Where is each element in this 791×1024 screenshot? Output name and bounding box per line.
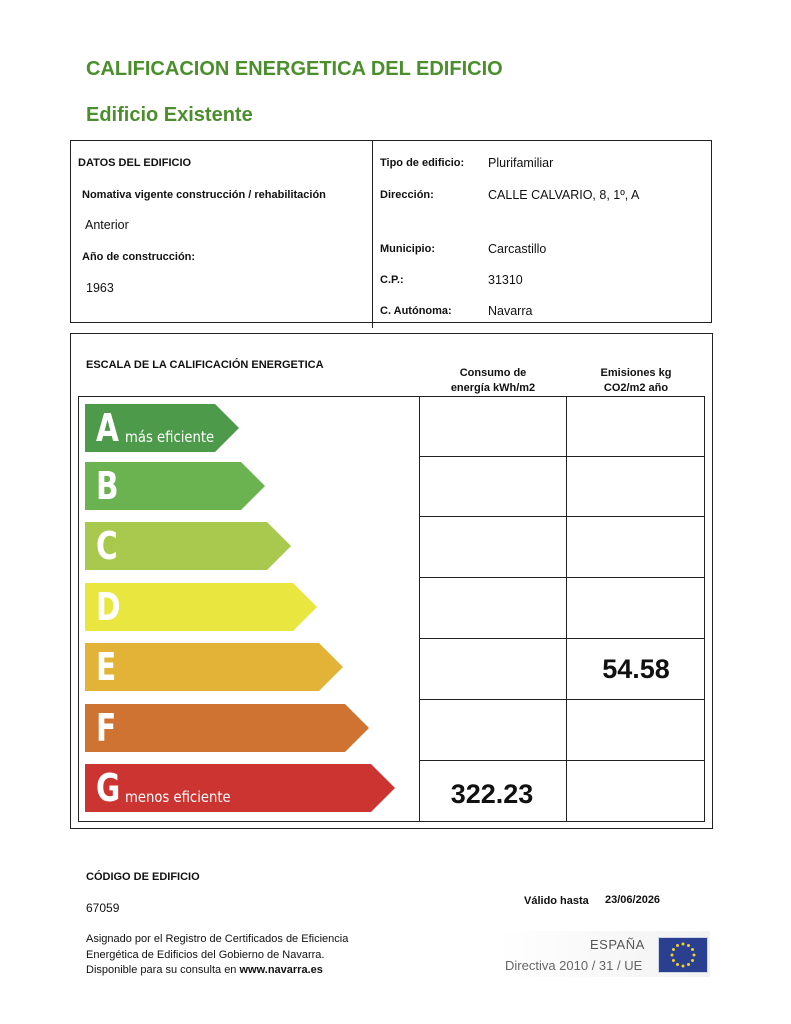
- rating-bar-f: [85, 704, 369, 752]
- eu-star: [682, 965, 685, 968]
- rating-bar-c: [85, 522, 291, 570]
- normativa-value: Anterior: [85, 218, 129, 232]
- rating-bar-text: más eficiente: [125, 428, 215, 446]
- directiva-label: Directiva 2010 / 31 / UE: [505, 958, 643, 973]
- codigo-label: CÓDIGO DE EDIFICIO: [86, 871, 200, 883]
- eu-star: [687, 963, 690, 966]
- grid-line: [419, 699, 705, 700]
- cp-label: C.P.:: [380, 274, 404, 286]
- cp-value: 31310: [488, 273, 523, 287]
- eu-star: [672, 959, 675, 962]
- eu-flag-icon: [658, 937, 708, 973]
- rating-letter: C: [96, 524, 118, 568]
- rating-bar-d: [85, 583, 317, 631]
- rating-bar-shape: [85, 704, 369, 752]
- anio-label: Año de construcción:: [82, 251, 196, 263]
- grid-line: [419, 638, 705, 639]
- rating-letter: D: [96, 585, 121, 629]
- direccion-value: CALLE CALVARIO, 8, 1º, A: [488, 188, 640, 202]
- page-title: CALIFICACION ENERGETICA DEL EDIFICIO: [86, 58, 503, 80]
- asignado-line3: Disponible para su consulta en: [86, 964, 237, 976]
- municipio-label: Municipio:: [380, 243, 435, 255]
- eu-star: [687, 944, 690, 947]
- municipio-value: Carcastillo: [488, 242, 547, 256]
- eu-star: [676, 963, 679, 966]
- grid-line: [419, 760, 705, 761]
- espana-label: ESPAÑA: [590, 937, 645, 952]
- consumo-header: [419, 366, 567, 396]
- tipo-value: Plurifamiliar: [488, 156, 554, 170]
- eu-star: [671, 954, 674, 957]
- rating-letter: A: [96, 406, 119, 450]
- codigo-value: 67059: [86, 901, 120, 915]
- eu-star: [672, 948, 675, 951]
- rating-bar-a: [85, 404, 239, 452]
- eu-star: [691, 959, 694, 962]
- eu-star: [676, 944, 679, 947]
- consumo-header-line1: Consumo de: [459, 367, 527, 379]
- grid-line: [566, 396, 567, 822]
- rating-letter: E: [96, 645, 117, 689]
- autonoma-value: Navarra: [488, 304, 533, 318]
- building-data-divider: [372, 140, 373, 328]
- rating-bar-text: menos eficiente: [125, 788, 231, 806]
- emisiones-header-line1: Emisiones kg: [600, 367, 672, 379]
- grid-line: [419, 577, 705, 578]
- asignado-line: [86, 963, 348, 979]
- rating-letter: F: [96, 706, 117, 750]
- valido-value: 23/06/2026: [605, 894, 661, 906]
- rating-bar-g: [85, 764, 395, 812]
- rating-letter: B: [96, 464, 119, 508]
- rating-bar-b: [85, 462, 265, 510]
- asignado-text: [86, 932, 348, 979]
- consumo-value: 322.23: [450, 779, 534, 809]
- normativa-label: Nomativa vigente construcción / rehabilitación: [82, 189, 326, 201]
- grid-line: [419, 516, 705, 517]
- anio-value: 1963: [86, 281, 114, 295]
- rating-letter: G: [96, 766, 121, 810]
- eu-star: [682, 943, 685, 946]
- asignado-line: Energética de Edificios del Gobierno de Navarra.: [86, 948, 325, 961]
- rating-bar-shape: [85, 643, 343, 691]
- tipo-label: Tipo de edificio:: [380, 157, 465, 169]
- autonoma-label: C. Autónoma:: [380, 305, 452, 317]
- grid-line: [419, 396, 420, 822]
- page-subtitle: Edificio Existente: [86, 104, 253, 126]
- direccion-label: Dirección:: [380, 189, 434, 201]
- rating-bar-e: [85, 643, 343, 691]
- consumo-header-line2: energía kWh/m2: [450, 382, 536, 394]
- valido-label: Válido hasta: [524, 895, 589, 907]
- emisiones-header: [567, 366, 705, 396]
- eu-star: [693, 954, 696, 957]
- emisiones-value: 54.58: [602, 654, 670, 684]
- datos-section-label: DATOS DEL EDIFICIO: [78, 157, 192, 169]
- eu-star: [691, 948, 694, 951]
- grid-line: [419, 456, 705, 457]
- escala-section-label: ESCALA DE LA CALIFICACIÓN ENERGETICA: [86, 359, 324, 371]
- emisiones-header-line2: CO2/m2 año: [603, 382, 669, 394]
- asignado-line: Asignado por el Registro de Certificados de Eficiencia: [86, 933, 349, 945]
- navarra-link[interactable]: www.navarra.es: [239, 964, 323, 976]
